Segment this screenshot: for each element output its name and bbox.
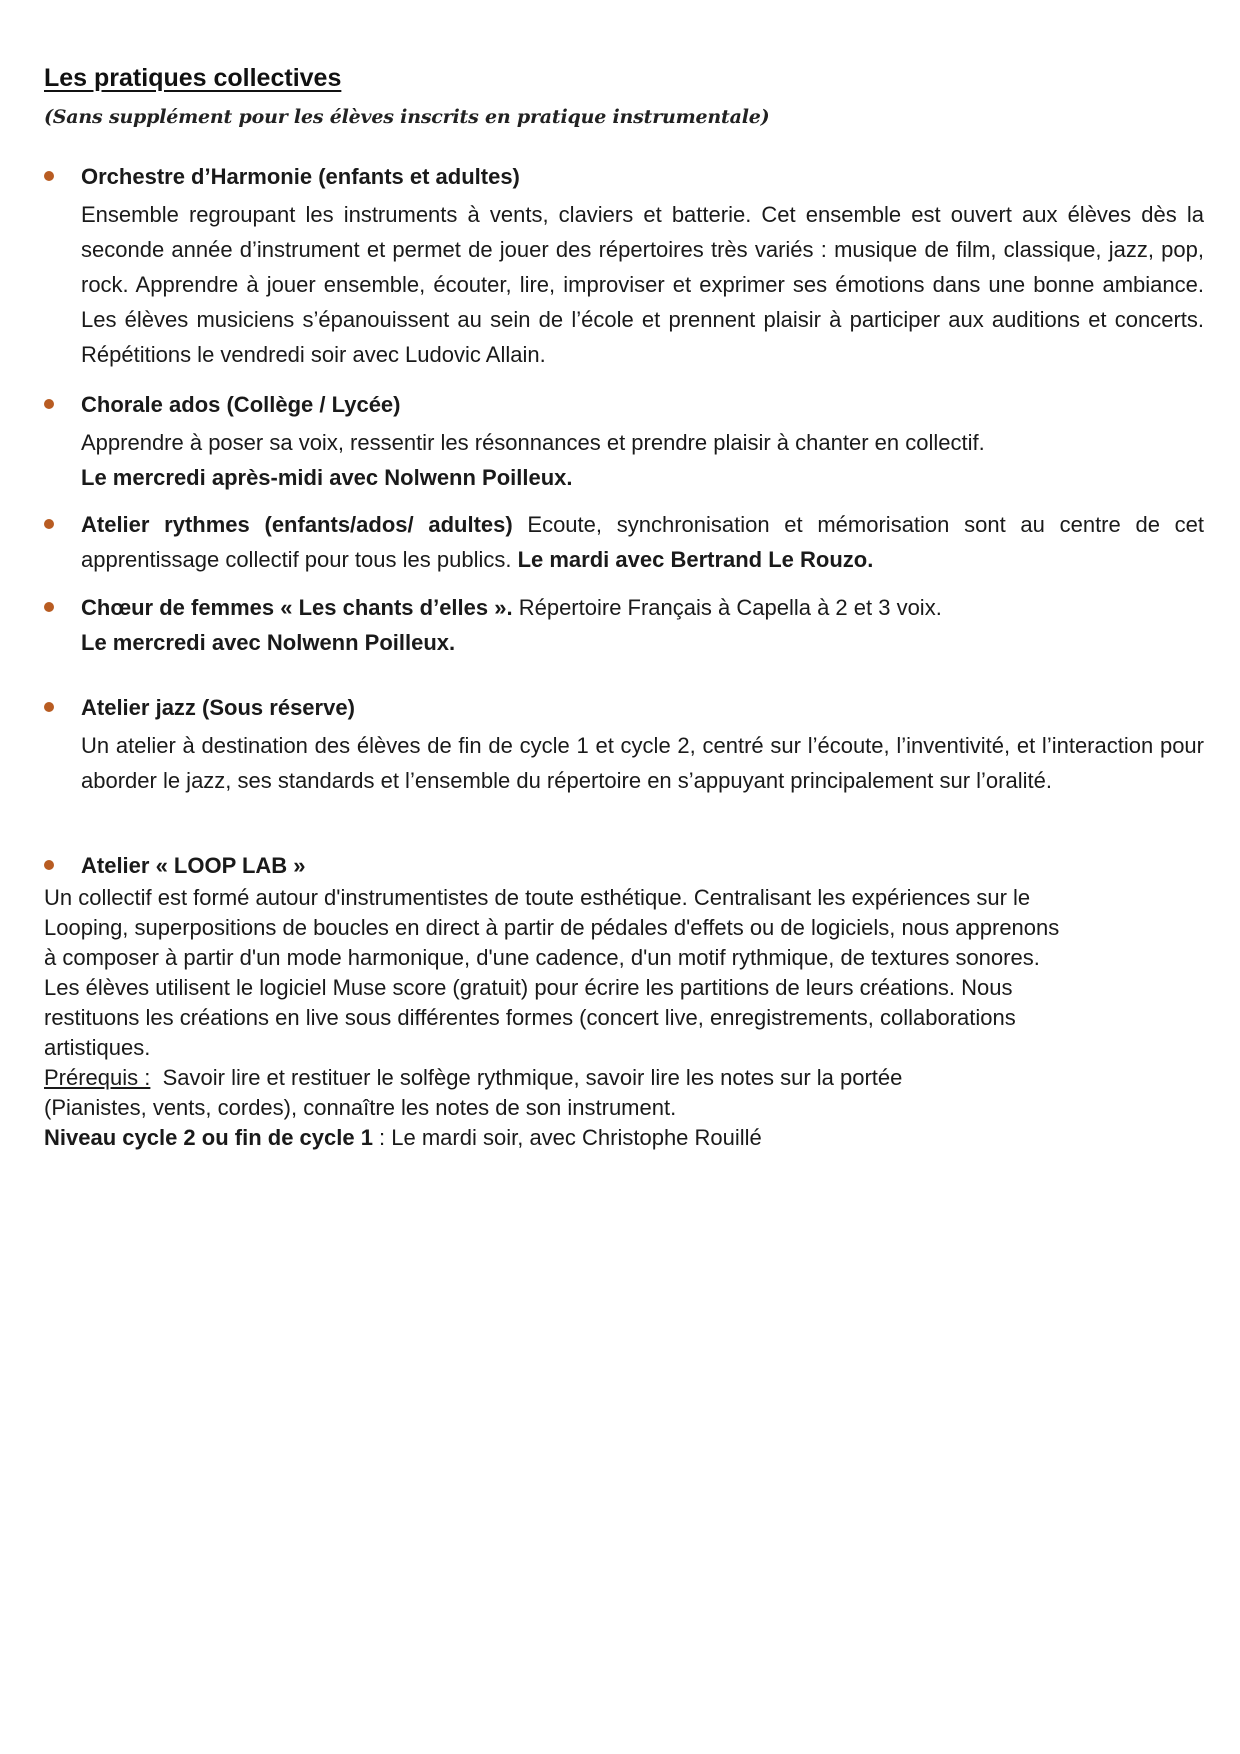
text-line: Un collectif est formé autour d'instrumentistes de toute esthétique. Centralisant les expériences sur le — [44, 885, 1031, 910]
page-subtitle: (Sans supplément pour les élèves inscrits en pratique instrumentale) — [44, 106, 770, 128]
item-heading: Atelier jazz (Sous réserve) — [81, 695, 355, 720]
bullet-icon — [44, 519, 54, 529]
item-heading: Atelier « LOOP LAB » — [81, 853, 306, 878]
list-item-chorale — [44, 387, 1204, 495]
page-title: Les pratiques collectives — [44, 64, 342, 92]
item-description: Ensemble regroupant les instruments à vents, claviers et batterie. Cet ensemble est ouvert aux élèves dès la seconde année d’instrument et permet de jouer des répertoires très variés : musique de film, classique, jazz, pop, rock. Apprendre à jouer ensemble, écouter, lire, improviser et exprimer ses émotions dans une bonne ambiance. Les élèves musiciens s’épanouissent au sein de l’école et prennent plaisir à participer aux auditions et concerts. Répétitions le vendredi soir avec Ludovic Allain. — [81, 202, 1204, 367]
prerequisites-text: Savoir lire et restituer le solfège rythmique, savoir lire les notes sur la portée — [150, 1065, 903, 1090]
text-line: Les élèves utilisent le logiciel Muse score (gratuit) pour écrire les partitions de leurs créations. Nous — [44, 975, 1013, 1000]
prerequisites-line-2: (Pianistes, vents, cordes), connaître les notes de son instrument. — [44, 1095, 677, 1120]
bullet-icon — [44, 171, 54, 181]
item-schedule: Le mercredi après-midi avec Nolwenn Poilleux. — [81, 465, 573, 490]
item-description: Ecoute, synchronisation et mémorisation sont au centre de cet apprentissage collectif pour tous les publics. — [81, 512, 1204, 572]
item-heading: Chœur de femmes « Les chants d’elles ». — [81, 595, 513, 620]
list-item-loop-lab — [44, 849, 1204, 1153]
item-heading: Orchestre d’Harmonie (enfants et adultes) — [81, 164, 520, 189]
loop-lab-description — [44, 883, 1204, 1153]
text-line: à composer à partir d'un mode harmonique, d'une cadence, d'un motif rythmique, de textures sonores. — [44, 945, 1040, 970]
list-item-jazz — [44, 690, 1204, 798]
prerequisites-line — [44, 1063, 1204, 1093]
text-line: Looping, superpositions de boucles en direct à partir de pédales d'effets ou de logiciels, nous apprenons — [44, 915, 1060, 940]
level-text: : Le mardi soir, avec Christophe Rouillé — [372, 1125, 762, 1150]
level-label: Niveau cycle 2 ou fin de cycle 1 — [44, 1125, 373, 1150]
item-schedule: Le mercredi avec Nolwenn Poilleux. — [81, 630, 456, 655]
list-item-rythmes — [44, 507, 1204, 577]
item-heading: Chorale ados (Collège / Lycée) — [81, 392, 401, 417]
list-item-orchestre — [44, 159, 1204, 372]
bullet-icon — [44, 702, 54, 712]
item-description: Répertoire Français à Capella à 2 et 3 voix. — [512, 595, 942, 620]
item-schedule: Le mardi avec Bertrand Le Rouzo. — [517, 547, 874, 572]
list-item-choeur — [44, 590, 1204, 660]
text-line: restituons les créations en live sous différentes formes (concert live, enregistrements, collaborations — [44, 1005, 1016, 1030]
item-description: Un atelier à destination des élèves de fin de cycle 1 et cycle 2, centré sur l’écoute, l’inventivité, et l’interaction pour aborder le jazz, ses standards et l’ensemble du répertoire en s’appuyant principalement sur l’oralité. — [81, 733, 1204, 793]
item-heading: Atelier rythmes (enfants/ados/ adultes) — [81, 512, 513, 537]
bullet-icon — [44, 602, 54, 612]
bullet-icon — [44, 399, 54, 409]
text-line: artistiques. — [44, 1035, 151, 1060]
prerequisites-label: Prérequis : — [44, 1065, 151, 1090]
item-description: Apprendre à poser sa voix, ressentir les résonnances et prendre plaisir à chanter en collectif. — [81, 430, 985, 455]
level-line — [44, 1123, 1204, 1153]
bullet-icon — [44, 860, 54, 870]
